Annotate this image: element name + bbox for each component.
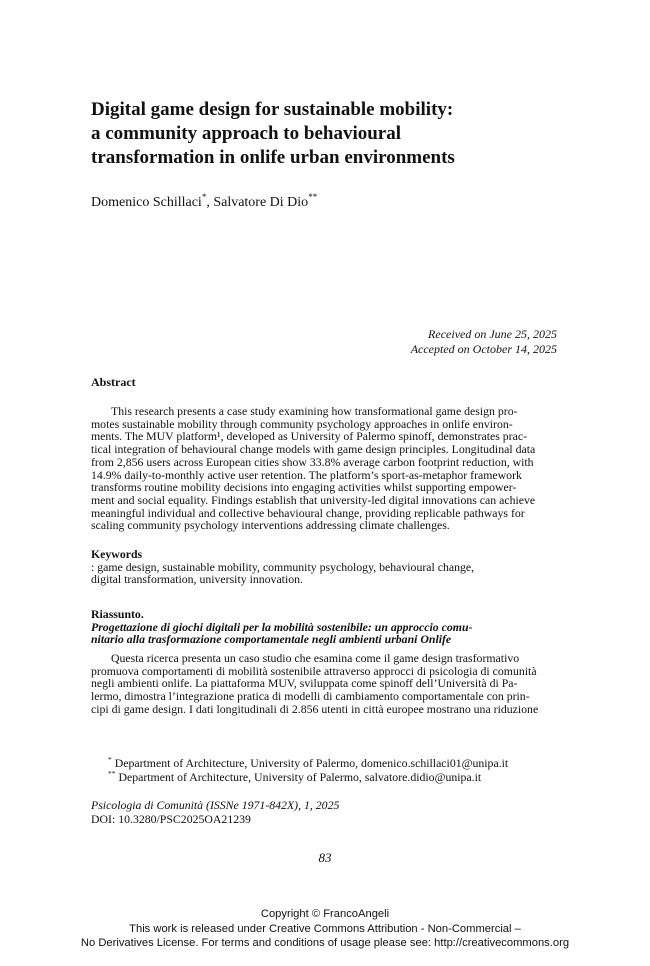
abstract-line: This research presents a case study examining how transformational game design pro- [111,404,518,418]
author-footnote-mark: ** [308,192,318,202]
abstract-line: scaling community psychology interventions addressing climate challenges. [91,518,450,533]
title-line: transformation in onlife urban environments [91,147,455,168]
doi: DOI: 10.3280/PSC2025OA21239 [91,812,251,826]
license-line: No Derivatives License. For terms and conditions of usage please see: http://creativecommons.org [80,937,570,949]
riassunto-label: Riassunto. [91,607,144,621]
abstract-line: 14.9% daily-to-monthly active user retention. The platform’s sport-as-metaphor framework [91,467,522,482]
author-list [91,192,318,211]
accepted-date: Accepted on October 14, 2025 [410,342,557,356]
received-date: Received on June 25, 2025 [428,327,557,341]
abstract-line: ment and social equality. Findings establish that university-led digital innovations can achieve [91,492,536,507]
riassunto-line: negli ambienti onlife. La piattaforma MUV, sviluppata come spinoff dell’Università di Pa- [91,676,518,691]
abstract-body [91,405,557,532]
keywords-line [91,548,557,573]
title-line: Digital game design for sustainable mobility: [91,99,454,120]
abstract-line: from 2,856 users across European cities show 33.8% average carbon footprint reduction, with [91,454,534,469]
journal-info [91,798,339,826]
title-line: a community approach to behavioural [91,123,402,144]
footnotes [108,756,508,784]
footnote-mark: * [108,755,112,764]
keywords [91,548,557,586]
keywords-line: digital transformation, university innovation. [91,572,303,587]
abstract-line: transforms routine mobility decisions into engaging activities whilst supporting empower- [91,480,517,495]
author-separator: , [206,195,214,210]
page-number: 83 [318,850,332,865]
abstract-line: tical integration of behavioural change models with game design principles. Longitudinal data [91,442,536,457]
license-line: This work is released under Creative Commons Attribution - Non-Commercial – [129,922,521,935]
riassunto-title-line: nitario alla trasformazione comportamentale negli ambienti urbani Onlife [91,632,452,647]
footnote-text: Department of Architecture, University of Palermo, salvatore.didio@unipa.it [115,770,482,784]
journal-citation: Psicologia di Comunità (ISSNe 1971-842X), 1, 2025 [91,798,340,812]
riassunto-line: promuova comportamenti di mobilità sostenibile attraverso approcci di psicologia di comunità [91,663,537,678]
abstract-line: motes sustainable mobility through community psychology approaches in onlife environ- [91,416,513,431]
license-notice [0,907,650,951]
footnote-text: Department of Architecture, University of Palermo, domenico.schillaci01@unipa.it [111,756,509,770]
footnote-mark: ** [108,769,116,778]
keywords-text: : game design, sustainable mobility, community psychology, behavioural change, [91,559,475,574]
copyright-line: Copyright © FrancoAngeli [260,908,390,920]
riassunto-title [91,608,557,646]
footnote [108,770,508,784]
riassunto-line: cipi di game design. I dati longitudinali di 2.856 utenti in città europee mostrano una riduzione [91,701,539,716]
author-name: Salvatore Di Dio [213,195,309,210]
riassunto-title-line [91,608,557,633]
author-footnote-mark: * [201,192,207,202]
riassunto-body [91,652,557,716]
abstract-line: meaningful individual and collective behavioural change, providing replicable pathways for [91,505,525,520]
abstract-line: ments. The MUV platform¹, developed as University of Palermo spinoff, demonstrates prac- [91,429,527,444]
riassunto-line: Questa ricerca presenta un caso studio che esamina come il game design trasformativo [111,651,520,665]
author-name: Domenico Schillaci [91,195,202,210]
abstract-heading: Abstract [91,375,136,389]
riassunto-line: lermo, dimostra l’integrazione pratica di modelli di cambiamento comportamentale con prin- [91,689,530,704]
paper-title [91,98,571,170]
submission-dates [411,327,557,357]
riassunto-title-text: Progettazione di giochi digitali per la mobilità sostenibile: un approccio comu- [91,619,473,634]
keywords-label: Keywords [91,547,143,561]
footnote [108,756,508,770]
